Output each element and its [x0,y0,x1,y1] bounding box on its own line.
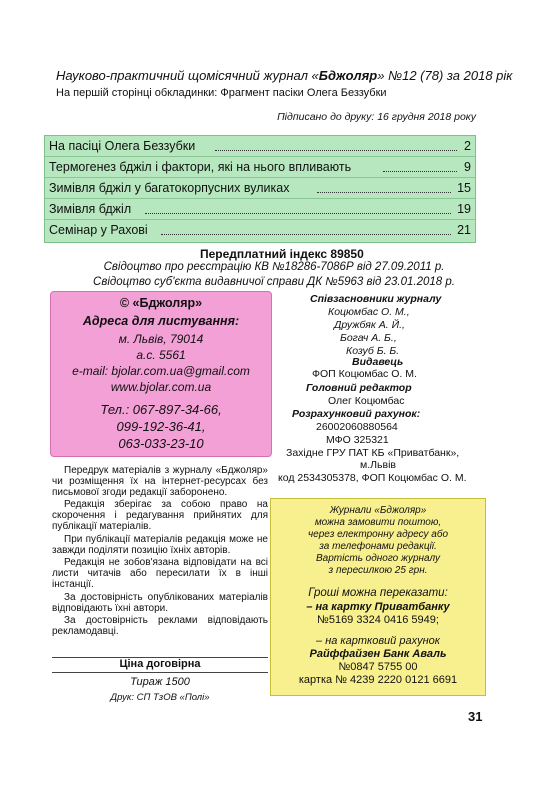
editor-title: Головний редактор [306,382,412,394]
founder-item: Богач А. Б., [340,332,397,344]
toc-leader [215,139,457,151]
toc-leader [145,202,451,214]
phone-1: Тел.: 067-897-34-66, [100,402,222,417]
toc-page: 15 [457,181,471,195]
founder-item: Козуб Б. Б. [346,345,400,357]
brand-name: © «Бджоляр» [119,296,203,310]
toc-title: Термогенез бджіл і фактори, які на нього впливають [49,160,352,174]
publisher-certificate: Свідоцтво суб'єкта видавничої справи ДК №5963 від 23.01.2018 р. [93,276,455,288]
order-line: – на картку Приватбанку [306,601,450,613]
signed-date: Підписано до друку: 16 грудня 2018 року [277,111,476,123]
editor-name: Олег Коцюмбас [328,395,405,407]
note-paragraph: За достовірність реклами відповідають рекламодавці. [52,615,268,638]
note-paragraph: Редакція зберігає за собою право на скорочення і редагування прийнятих для публікації матеріалів. [52,499,268,532]
order-line: – на картковий рахунок [316,635,440,647]
order-line: через електронну адресу або [307,529,449,540]
registration-certificate: Свідоцтво про реєстрацію КВ №18286-7086Р від 27.09.2011 р. [103,261,445,273]
card-number: №5169 3324 0416 5949; [317,614,439,626]
phone-2: 099-192-36-41, [116,419,206,434]
account-line: Західне ГРУ ПАТ КБ «Приватбанк», [286,447,460,459]
founder-item: Коцюмбас О. М., [328,306,410,318]
address-city: м. Львів, 79014 [118,332,204,346]
order-info-box [270,498,486,696]
bank-name: Райффайзен Банк Аваль [309,648,447,660]
toc-title: Семінар у Рахові [49,223,148,237]
toc-title: Зимівля бджіл у багатокорпусних вуликах [49,181,290,195]
journal-header [56,68,512,83]
toc-page: 19 [457,202,471,216]
toc-leader [161,223,451,235]
toc-title: На пасіці Олега Беззубки [49,139,196,153]
account-line: код 2534305378, ФОП Коцюмбас О. М. [278,472,467,484]
order-line: Гроші можна переказати: [308,587,448,599]
address-title: Адреса для листування: [82,314,240,328]
toc-item[interactable] [45,199,475,220]
note-paragraph: Передрук матеріалів з журналу «Бджоляр» чи розміщення їх на інтернет-ресурсах без письмової згоди редакції заборонено. [52,465,268,498]
journal-name: Бджоляр [318,68,378,83]
note-paragraph: При публікації матеріалів редакція може не завжди поділяти позицію їхніх авторів. [52,533,268,556]
printer-info: Друк: СП ТзОВ «Полі» [110,692,210,703]
website-link[interactable]: www.bjolar.com.ua [110,380,212,394]
order-line: Журнали «Бджоляр» [329,505,427,516]
price-label: Ціна договірна [52,657,268,673]
card-number: картка № 4239 2220 0121 6691 [298,674,458,686]
toc-leader [317,181,451,193]
order-line: Вартість одного журналу [315,553,441,564]
note-paragraph: Редакція не зобов'язана відповідати на всі листи читачів або пересилати їх в інші інстанції. [52,557,268,590]
toc-page: 2 [464,139,471,153]
toc-page: 21 [457,223,471,237]
toc-item[interactable] [45,178,475,199]
subscription-index: Передплатний індекс 89850 [200,247,364,261]
email-link[interactable]: e-mail: bjolar.com.ua@gmail.com [72,364,250,378]
table-of-contents [44,135,476,243]
note-paragraph: За достовірність опублікованих матеріалів відповідають їхні автори. [52,591,268,614]
account-line: 26002060880564 [316,421,398,433]
account-line: МФО 325321 [326,434,389,446]
editorial-notes [52,466,268,640]
phone-3: 063-033-23-10 [118,436,204,451]
order-line: за телефонами редакції. [319,541,437,552]
print-run: Тираж 1500 [130,676,190,688]
cover-caption: На першій сторінці обкладинки: Фрагмент пасіки Олега Беззубки [56,87,387,99]
account-number: №0847 5755 00 [338,661,418,673]
order-line: з пересилкою 25 грн. [328,565,428,576]
contact-box [50,291,272,457]
account-line: м.Львів [360,459,396,471]
header-text: Науково-практичний щомісячний журнал « [56,68,319,83]
publisher-title: Видавець [352,356,404,368]
publisher-name: ФОП Коцюмбас О. М. [312,368,417,380]
toc-item[interactable] [45,220,475,240]
toc-item[interactable] [45,157,475,178]
page-number: 31 [468,709,483,724]
toc-item[interactable] [45,136,475,157]
founder-item: Дружбяк А. Й., [334,319,405,331]
toc-title: Зимівля бджіл [49,202,132,216]
po-box: а.с. 5561 [136,348,186,362]
issue-number: » №12 (78) за 2018 рік [377,68,513,83]
founders-title: Співзасновники журналу [310,293,442,305]
toc-leader [383,160,457,172]
toc-page: 9 [464,160,471,174]
account-title: Розрахунковий рахунок: [292,408,421,420]
order-line: можна замовити поштою, [314,517,442,528]
